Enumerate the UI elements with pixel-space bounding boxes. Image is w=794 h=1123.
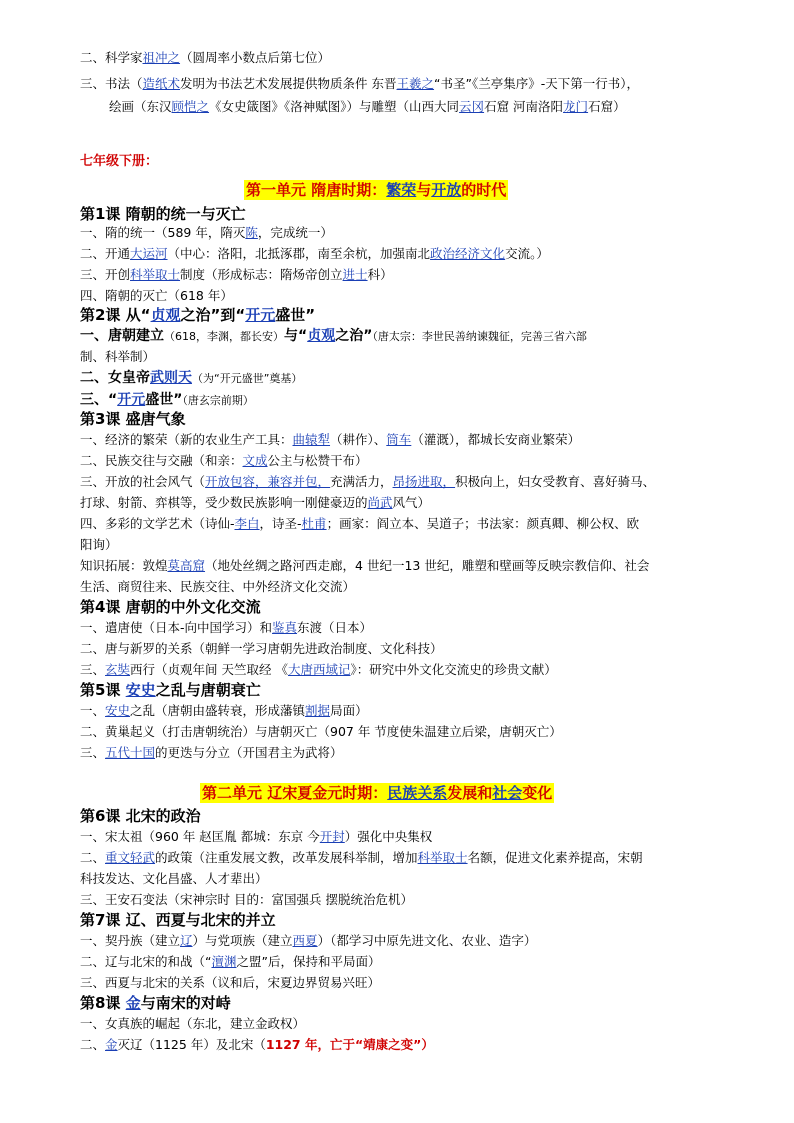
- lesson-3-point-4-cont: 阳询）: [80, 537, 118, 552]
- lesson-4-title: 第4课 唐朝的中外文化交流: [80, 598, 261, 616]
- lesson-6-point-2: 二、重文轻武的政策（注重发展文教，改革发展科举制，增加科举取士名额，促进文化素养提高，宋朝: [80, 850, 643, 865]
- intro-line-1: 二、科学家祖冲之（圆周率小数点后第七位）: [80, 50, 331, 65]
- lesson-1-point-4: 四、隋朝的灭亡（618 年）: [80, 288, 233, 303]
- lesson-5-point-3: 三、五代十国的更迭与分立（开国君主为武将）: [80, 745, 343, 760]
- grade-label: 七年级下册：: [80, 154, 159, 169]
- lesson-3-extension-cont: 生活、商贸往来、民族交往、中外经济文化交流）: [80, 579, 356, 594]
- lesson-7-point-3: 三、西夏与北宋的关系（议和后，宋夏边界贸易兴旺）: [80, 975, 381, 990]
- lesson-2-point-3: 三、“开元盛世”（唐玄宗前期）: [80, 392, 254, 408]
- lesson-3-extension: 知识拓展：敦煌莫高窟（地处丝绸之路河西走廊，4 世纪一13 世纪，雕塑和壁画等反映宗教信仰、社会: [80, 558, 650, 573]
- lesson-3-title: 第3课 盛唐气象: [80, 410, 186, 428]
- lesson-8-point-1: 一、女真族的崛起（东北，建立金政权）: [80, 1016, 306, 1031]
- lesson-7-point-2: 二、辽与北宋的和战（“澶渊之盟”后，保持和平局面）: [80, 954, 381, 969]
- lesson-2-point-2: 二、女皇帝武则天（为“开元盛世”奠基）: [80, 370, 303, 386]
- lesson-4-point-1: 一、遣唐使（日本-向中国学习）和鉴真东渡（日本）: [80, 620, 373, 635]
- lesson-3-point-1: 一、经济的繁荣（新的农业生产工具：曲辕犁（耕作）、筒车（灌溉），都城长安商业繁荣）: [80, 432, 581, 447]
- lesson-4-point-3: 三、玄奘西行（贞观年间 天竺取经 《大唐西域记》：研究中外文化交流史的珍贵文献）: [80, 662, 557, 677]
- lesson-4-point-2: 二、唐与新罗的关系（朝鲜一学习唐朝先进政治制度、文化科技）: [80, 641, 443, 656]
- lesson-1-point-2: 二、开通大运河（中心：洛阳，北抵涿郡，南至余杭，加强南北政治经济文化交流。）: [80, 246, 549, 261]
- lesson-6-point-2-cont: 科技发达、文化昌盛、人才辈出）: [80, 871, 268, 886]
- lesson-3-point-3-cont: 打球、射箭、弈棋等，受少数民族影响一刚健豪迈的尚武风气）: [80, 495, 431, 510]
- lesson-3-point-4: 四、多彩的文学艺术（诗仙-李白，诗圣-杜甫；画家：阎立本、吴道子；书法家：颜真卿、柳公权、欧: [80, 516, 640, 531]
- lesson-5-point-1: 一、安史之乱（唐朝由盛转衰，形成藩镇割据局面）: [80, 703, 368, 718]
- lesson-7-title: 第7课 辽、西夏与北宋的并立: [80, 911, 276, 929]
- lesson-6-point-3: 三、王安石变法（宋神宗时 目的：富国强兵 摆脱统治危机）: [80, 892, 413, 907]
- lesson-5-title: 第5课 安史之乱与唐朝衰亡: [80, 681, 261, 699]
- unit-1-heading: 第一单元 隋唐时期：繁荣与开放的时代: [246, 181, 507, 199]
- lesson-6-title: 第6课 北宋的政治: [80, 807, 201, 825]
- lesson-8-point-2: 二、金灭辽（1125 年）及北宋（1127 年，亡于“靖康之变”）: [80, 1037, 434, 1052]
- lesson-8-title: 第8课 金与南宋的对峙: [80, 994, 231, 1012]
- lesson-5-point-2: 二、黄巢起义（打击唐朝统治）与唐朝灭亡（907 年 节度使朱温建立后梁，唐朝灭亡）: [80, 724, 562, 739]
- lesson-1-title: 第1课 隋朝的统一与灭亡: [80, 205, 246, 223]
- lesson-6-point-1: 一、宋太祖（960 年 赵匡胤 都城：东京 今开封）强化中央集权: [80, 829, 433, 844]
- lesson-3-point-2: 二、民族交往与交融（和亲：文成公主与松赞干布）: [80, 453, 368, 468]
- lesson-2-title: 第2课 从“贞观之治”到“开元盛世”: [80, 306, 316, 324]
- lesson-3-point-3: 三、开放的社会风气（开放包容，兼容并包，充满活力，昂扬进取，积极向上，妇女受教育、喜好骑马、: [80, 474, 656, 489]
- lesson-7-point-1: 一、契丹族（建立辽）与党项族（建立西夏）（都学习中原先进文化、农业、造字）: [80, 933, 537, 948]
- intro-line-2: 三、书法（造纸术发明为书法艺术发展提供物质条件 东晋王羲之“书圣”《兰亭集序》-天下第一行书），: [80, 76, 639, 91]
- unit-2-heading: 第二单元 辽宋夏金元时期：民族关系发展和社会变化: [202, 784, 553, 802]
- lesson-2-point-1-cont: 制、科举制）: [80, 349, 156, 364]
- lesson-1-point-3: 三、开创科举取士制度（形成标志：隋炀帝创立进士科）: [80, 267, 393, 282]
- intro-line-3: 绘画（东汉顾恺之《女史箴图》《洛神赋图》）与雕塑（山西大同云冈石窟 河南洛阳龙门石窟）: [109, 99, 626, 114]
- lesson-1-point-1: 一、隋的统一（589 年，隋灭陈，完成统一）: [80, 225, 333, 240]
- lesson-2-point-1: 一、唐朝建立（618，李渊，都长安）与“贞观之治”（唐太宗：李世民善纳谏魏征，完善三省六部: [80, 328, 587, 344]
